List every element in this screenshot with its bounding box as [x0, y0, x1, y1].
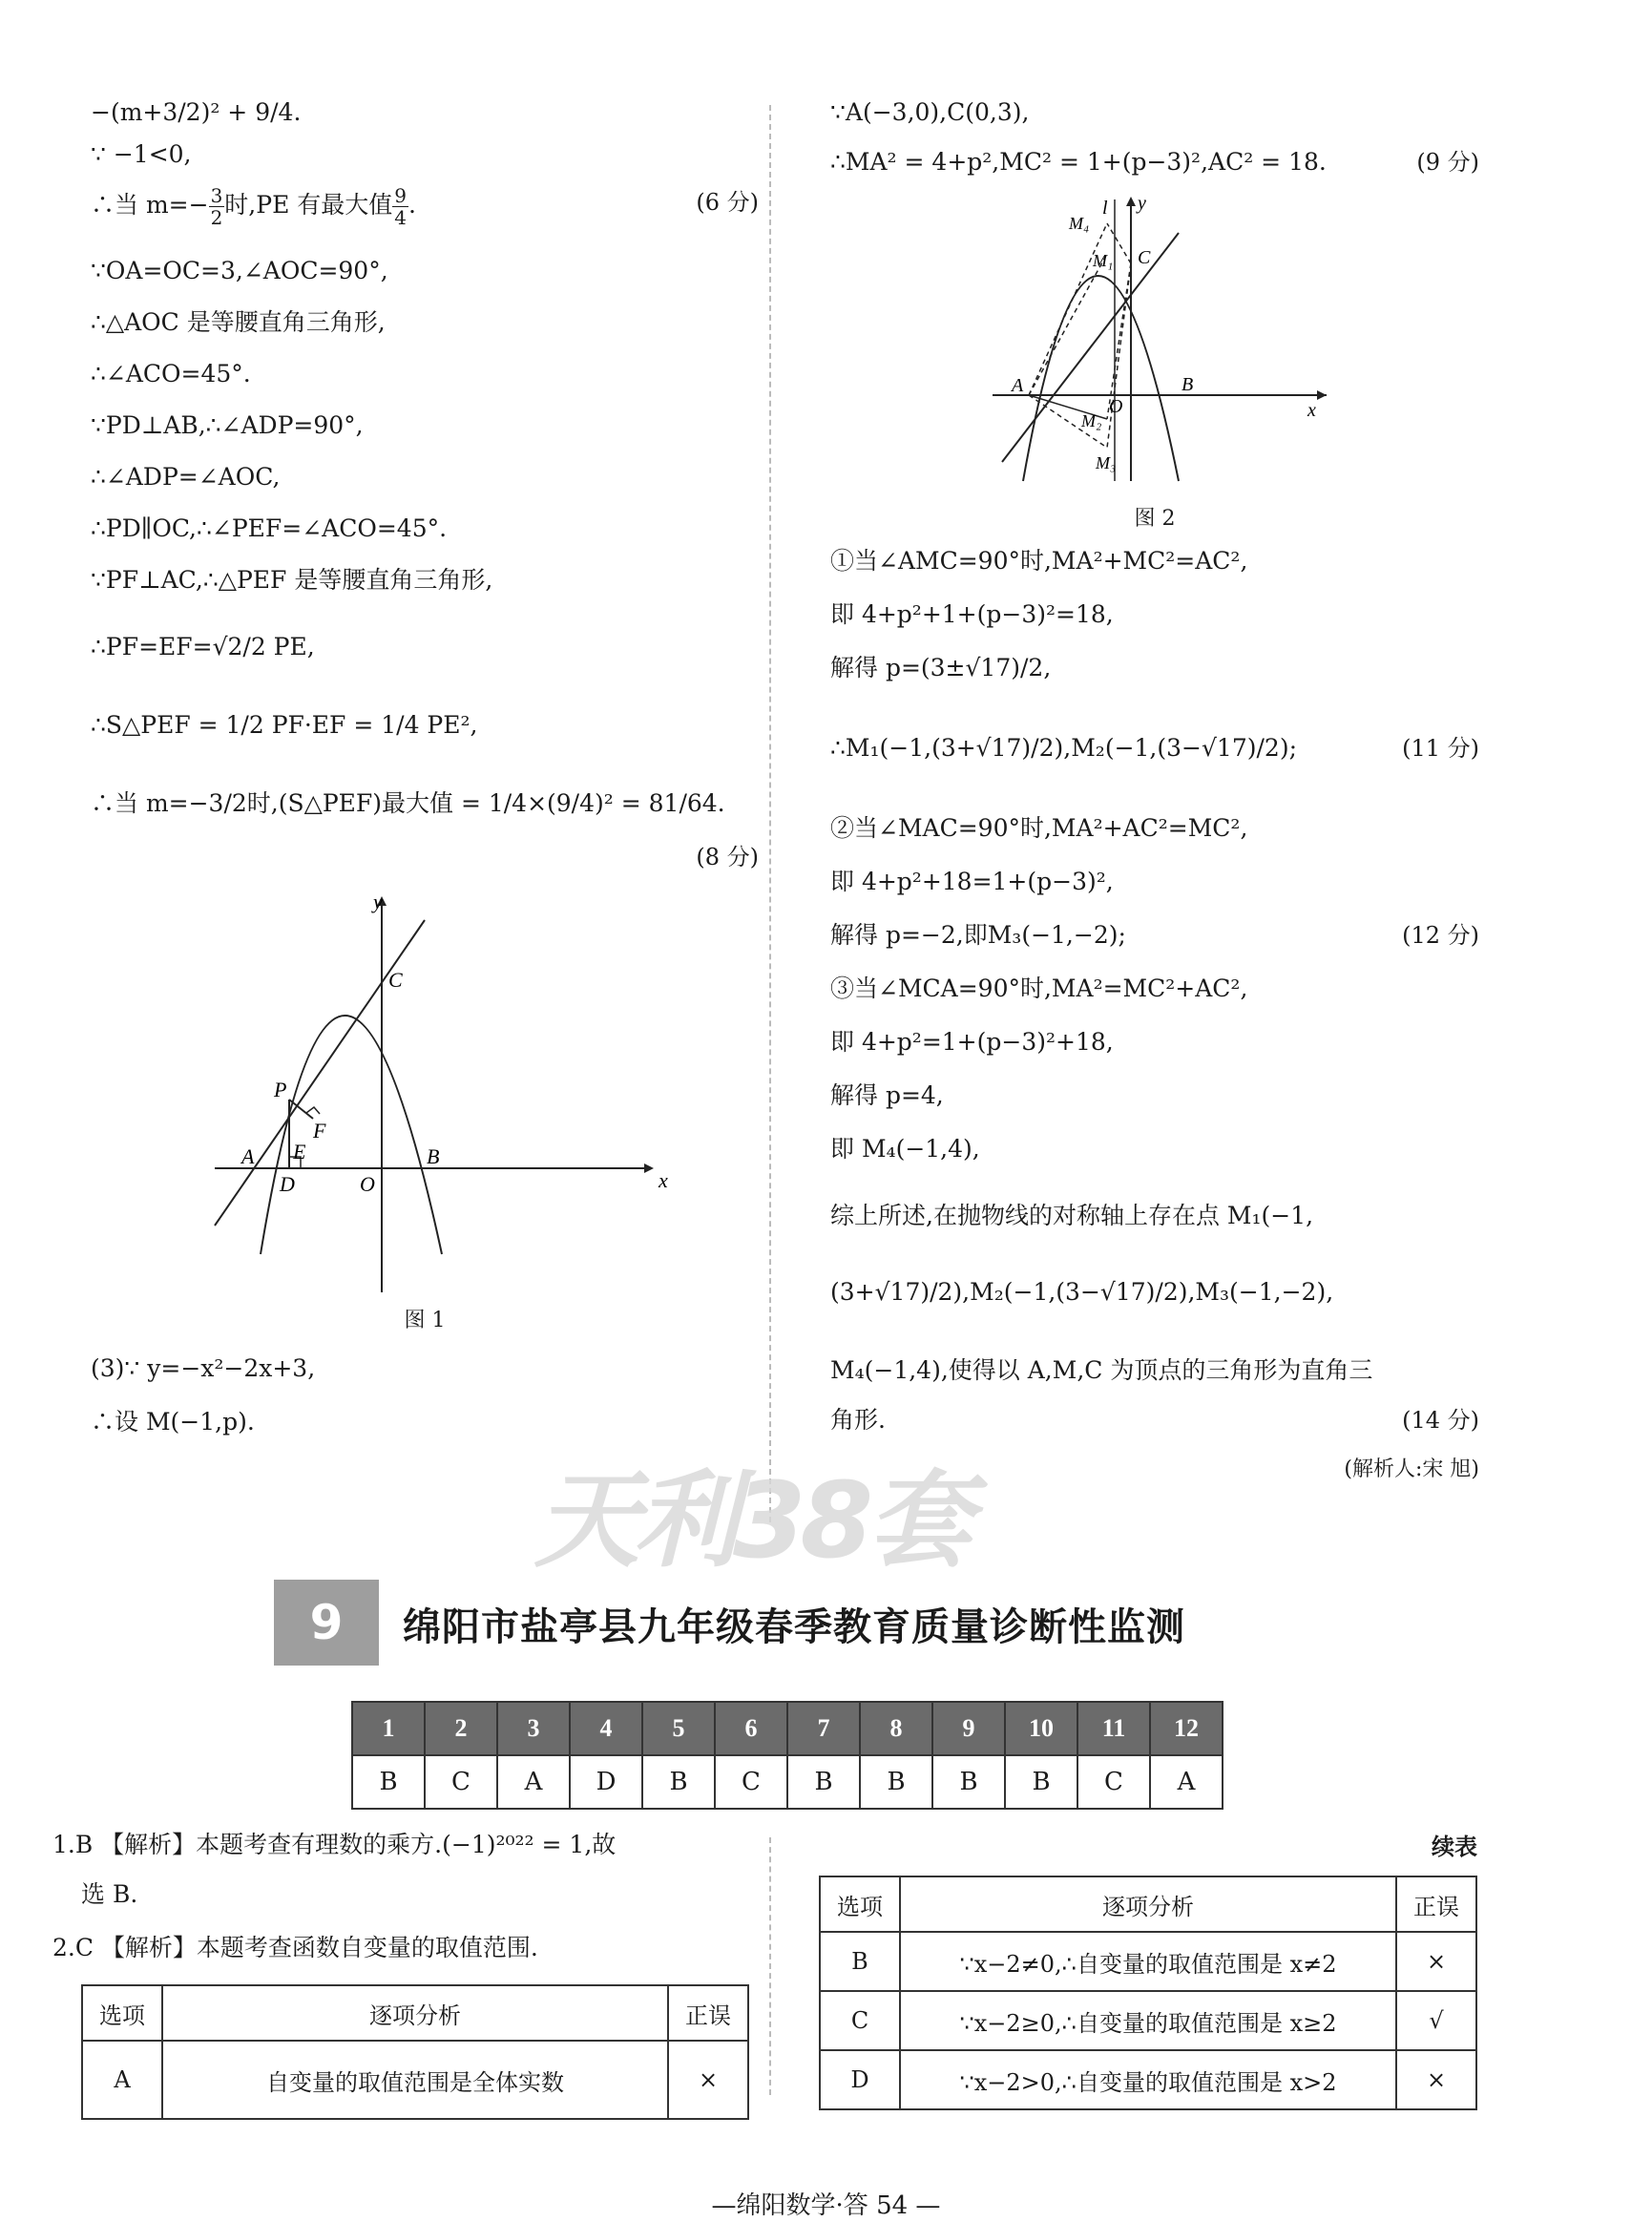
line: ∵PF⊥AC,∴△PEF 是等腰直角三角形,	[91, 566, 493, 594]
table-row	[820, 2050, 1476, 2109]
line: ∵ −1<0,	[91, 140, 192, 168]
question-number: 9	[932, 1702, 1005, 1755]
question-number: 8	[860, 1702, 932, 1755]
question-number: 10	[1005, 1702, 1077, 1755]
answer-cell: B	[642, 1755, 715, 1809]
section-number: 9	[274, 1580, 379, 1666]
line: 解得 p=(3±√17)/2,	[830, 654, 1052, 681]
line: ∴当 m=− $\frac{3}{2}$ 时,PE 有最大值 $\frac{9}{4}$ . (6 分)	[91, 184, 759, 229]
column-header: 逐项分析	[900, 1876, 1396, 1932]
line: M₄(−1,4),使得以 A,M,C 为顶点的三角形为直角三	[830, 1356, 1373, 1384]
label: F	[313, 1119, 326, 1142]
table-row	[820, 1932, 1476, 1991]
table-cell: ×	[1396, 2050, 1476, 2109]
question-number: 5	[642, 1702, 715, 1755]
answer-cell: A	[1150, 1755, 1223, 1809]
segment-am1	[1029, 254, 1107, 395]
score: (6 分)	[696, 189, 759, 216]
line: ∵A(−3,0),C(0,3),	[830, 98, 1030, 126]
answer-cell: B	[787, 1755, 860, 1809]
label: O	[1109, 396, 1123, 417]
label: M₂	[1081, 411, 1102, 430]
line	[830, 918, 1479, 972]
line: ∵PD⊥AB,∴∠ADP=90°,	[91, 411, 364, 439]
label: M₃	[1096, 453, 1117, 472]
table-cell: D	[820, 2050, 900, 2109]
table-cell: B	[820, 1932, 900, 1991]
line: (3+√17)/2),M₂(−1,(3−√17)/2),M₃(−1,−2),	[830, 1278, 1334, 1306]
right-column	[830, 95, 1479, 1491]
table-cell: C	[820, 1991, 900, 2050]
answer-cell: C	[715, 1755, 787, 1809]
line: 解得 p=4,	[830, 1081, 944, 1109]
y-arrow	[1126, 197, 1136, 206]
table-cell: ∵x−2>0,∴自变量的取值范围是 x>2	[900, 2050, 1396, 2109]
question-number: 3	[497, 1702, 570, 1755]
figure-caption: 图 1	[404, 1309, 446, 1332]
figure-1	[177, 891, 673, 1302]
line-ac	[215, 920, 425, 1226]
answer-cell: C	[1077, 1755, 1150, 1809]
table-cell: ∵x−2≥0,∴自变量的取值范围是 x≥2	[900, 1991, 1396, 2050]
parabola	[261, 1016, 442, 1254]
section-title: 绵阳市盐亭县九年级春季教育质量诊断性监测	[403, 1605, 1185, 1649]
left-column	[91, 95, 759, 1457]
line: 2.C 【解析】本题考查函数自变量的取值范围.	[52, 1934, 538, 1961]
question-number: 12	[1150, 1702, 1223, 1755]
line: ②当∠MAC=90°时,MA²+AC²=MC²,	[830, 814, 1248, 842]
column-divider	[769, 105, 771, 1522]
line: ∴∠ADP=∠AOC,	[91, 463, 281, 491]
question-number: 7	[787, 1702, 860, 1755]
answer-cell: B	[1005, 1755, 1077, 1809]
analysis-table-left	[81, 1984, 749, 2120]
line: −(m+3/2)² + 9/4.	[91, 98, 302, 126]
x-arrow	[1317, 390, 1327, 400]
table-row	[820, 1991, 1476, 2050]
text: ∴当 m=−	[91, 191, 209, 219]
line: ∴PD∥OC,∴∠PEF=∠ACO=45°.	[91, 514, 448, 542]
answer-row	[352, 1755, 1223, 1809]
line: ∴设 M(−1,p).	[91, 1408, 255, 1436]
label: P	[274, 1078, 287, 1101]
page-footer: —绵阳数学·答 54 —	[711, 2191, 941, 2220]
line: ∴当 m=−3/2时,(S△PEF)最大值 = 1/4×(9/4)² = 81/64.	[91, 789, 725, 817]
text: ∴MA² = 4+p²,MC² = 1+(p−3)²,AC² = 18.	[830, 148, 1327, 176]
column-header: 正误	[1396, 1876, 1476, 1932]
label: y	[373, 891, 383, 913]
question-number: 6	[715, 1702, 787, 1755]
label: l	[1102, 198, 1108, 219]
column-header: 选项	[820, 1876, 900, 1932]
line	[830, 731, 1479, 811]
table-cell: √	[1396, 1991, 1476, 2050]
label: M₄	[1069, 214, 1090, 233]
line: ∴S△PEF = 1/2 PF·EF = 1/4 PE²,	[91, 711, 478, 739]
column-header: 正误	[668, 1985, 748, 2041]
label: O	[360, 1172, 375, 1196]
line: 即 4+p²=1+(p−3)²+18,	[830, 1028, 1114, 1056]
text: 角形.	[830, 1406, 886, 1434]
line: (3)∵ y=−x²−2x+3,	[91, 1354, 316, 1382]
line: 即 4+p²+18=1+(p−3)²,	[830, 868, 1114, 895]
label: C	[1138, 247, 1151, 268]
line: ③当∠MCA=90°时,MA²=MC²+AC²,	[830, 975, 1248, 1002]
label: D	[280, 1172, 295, 1196]
label: M₁	[1093, 251, 1114, 270]
answer-cell: B	[860, 1755, 932, 1809]
answer-cell: C	[425, 1755, 497, 1809]
score: (9 分)	[1416, 149, 1479, 176]
right-angle-f	[306, 1107, 320, 1114]
bottom-left-section	[52, 1828, 759, 2120]
answer-cell: A	[497, 1755, 570, 1809]
line: 综上所述,在抛物线的对称轴上存在点 M₁(−1,	[830, 1202, 1314, 1229]
answer-table	[351, 1701, 1223, 1810]
label: B	[427, 1144, 440, 1168]
table-row	[82, 2041, 748, 2119]
line: 即 4+p²+1+(p−3)²=18,	[830, 600, 1114, 628]
label: x	[1307, 400, 1316, 421]
table-cell: ×	[1396, 1932, 1476, 1991]
text: 解得 p=−2,即M₃(−1,−2);	[830, 921, 1126, 949]
bottom-right-section	[819, 1828, 1477, 2110]
label: y	[1138, 195, 1146, 214]
figure-2	[973, 195, 1336, 500]
text: 时,PE 有最大值	[224, 191, 393, 219]
table-cell: ∵x−2≠0,∴自变量的取值范围是 x≠2	[900, 1932, 1396, 1991]
column-header: 选项	[82, 1985, 162, 2041]
question-number: 11	[1077, 1702, 1150, 1755]
label: B	[1181, 374, 1194, 395]
text: ∴M₁(−1,(3+√17)/2),M₂(−1,(3−√17)/2);	[830, 734, 1297, 762]
score: (11 分)	[1402, 735, 1479, 762]
column-divider-bottom	[769, 1837, 771, 2095]
watermark: 天利38套	[534, 1459, 968, 1582]
table-header-row	[82, 1985, 748, 2041]
line	[830, 145, 1479, 195]
answer-cell: B	[932, 1755, 1005, 1809]
table-cell: A	[82, 2041, 162, 2119]
question-number: 4	[570, 1702, 642, 1755]
answer-cell: D	[570, 1755, 642, 1809]
label: A	[241, 1144, 255, 1168]
continued-label: 续表	[1432, 1834, 1477, 1860]
question-number: 1	[352, 1702, 425, 1755]
analysis-table-right	[819, 1876, 1477, 2110]
answer-cell: B	[352, 1755, 425, 1809]
score: (14 分)	[1402, 1407, 1479, 1434]
line: ∴∠ACO=45°.	[91, 360, 251, 388]
label: E	[293, 1140, 306, 1163]
label: A	[1012, 375, 1024, 396]
score: (8 分)	[696, 844, 759, 870]
line: 即 M₄(−1,4),	[830, 1135, 980, 1163]
author-line: (解析人:宋 旭)	[1344, 1457, 1479, 1481]
line: ∴PF=EF=√2/2 PE,	[91, 633, 315, 660]
line: ①当∠AMC=90°时,MA²+MC²=AC²,	[830, 547, 1248, 575]
figure-caption: 图 2	[1134, 507, 1176, 531]
line: ∵OA=OC=3,∠AOC=90°,	[91, 257, 388, 284]
score: (12 分)	[1402, 922, 1479, 949]
x-arrow	[644, 1163, 654, 1173]
line: ∴△AOC 是等腰直角三角形,	[91, 308, 386, 336]
line: 选 B.	[81, 1880, 138, 1908]
column-header: 逐项分析	[162, 1985, 668, 2041]
answer-number-row	[352, 1702, 1223, 1755]
table-header-row	[820, 1876, 1476, 1932]
table-cell: ×	[668, 2041, 748, 2119]
parabola	[1023, 276, 1179, 481]
label: C	[388, 968, 403, 992]
label: x	[659, 1168, 668, 1192]
segment-pf	[289, 1100, 313, 1119]
question-number: 2	[425, 1702, 497, 1755]
line: 1.B 【解析】本题考查有理数的乘方.(−1)²⁰²² = 1,故	[52, 1831, 617, 1858]
line	[91, 840, 759, 891]
table-cell: 自变量的取值范围是全体实数	[162, 2041, 668, 2119]
